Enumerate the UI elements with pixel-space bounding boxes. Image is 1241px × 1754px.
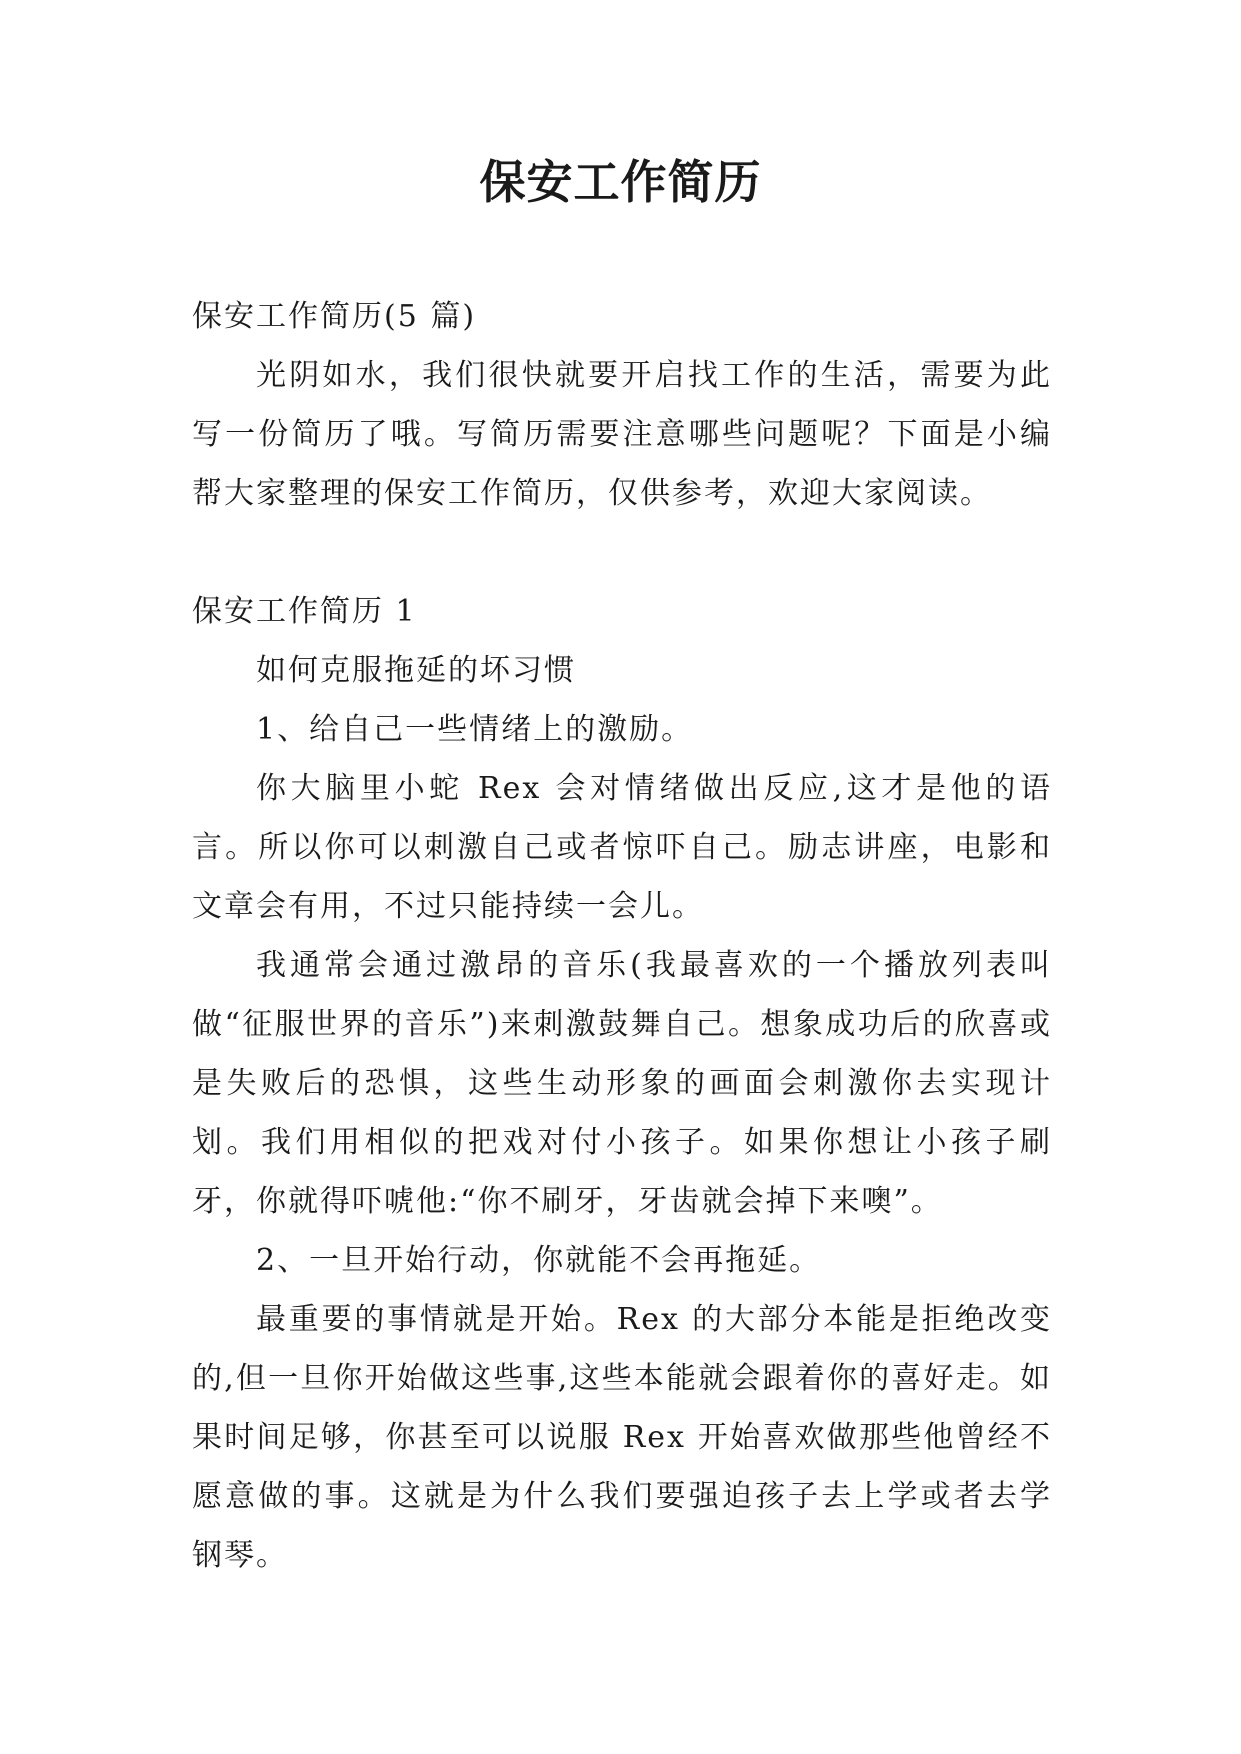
paragraph-point-2: 2、一旦开始行动，你就能不会再拖延。	[256, 1243, 822, 1278]
intro-paragraph: 光阴如水，我们很快就要开启找工作的生活，需要为此写一份简历了哦。写简历需要注意哪些问题呢？下面是小编帮大家整理的保安工作简历，仅供参考，欢迎大家阅读。	[192, 358, 1052, 511]
document-body	[192, 287, 1052, 1585]
document-subtitle: 保安工作简历(5 篇)	[192, 299, 477, 334]
paragraph-emotion: 你大脑里小蛇 Rex 会对情绪做出反应,这才是他的语言。所以你可以刺激自己或者惊吓自己。励志讲座，电影和文章会有用，不过只能持续一会儿。	[192, 771, 1052, 924]
section-heading: 保安工作简历 1	[192, 594, 417, 629]
document-title: 保安工作简历	[479, 155, 762, 209]
paragraph-point-1: 1、给自己一些情绪上的激励。	[256, 712, 694, 747]
paragraph-music: 我通常会通过激昂的音乐(我最喜欢的一个播放列表叫做“征服世界的音乐”)来刺激鼓舞自己。想象成功后的欣喜或是失败后的恐惧，这些生动形象的画面会刺激你去实现计划。我们用相似的把戏对付小孩子。如果你想让小孩子刷牙，你就得吓唬他:“你不刷牙，牙齿就会掉下来噢”。	[192, 948, 1052, 1219]
section-spacer	[192, 523, 1052, 582]
paragraph-start: 最重要的事情就是开始。Rex 的大部分本能是拒绝改变的,但一旦你开始做这些事,这些本能就会跟着你的喜好走。如果时间足够，你甚至可以说服 Rex 开始喜欢做那些他曾经不愿意做的事。这就是为什么我们要强迫孩子去上学或者去学钢琴。	[192, 1302, 1052, 1573]
paragraph-topic: 如何克服拖延的坏习惯	[256, 653, 576, 688]
